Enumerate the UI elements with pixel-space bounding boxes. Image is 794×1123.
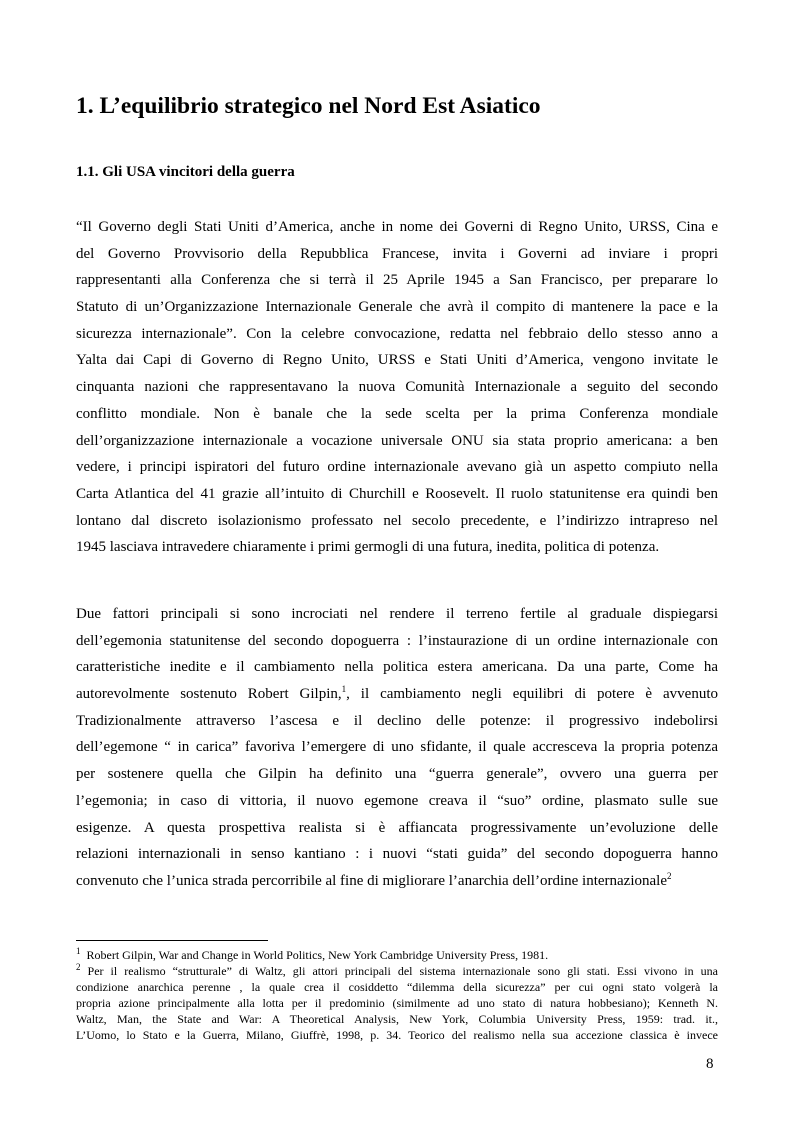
- text-line: caratteristiche inedite e il cambiamento nella politica estera americana. Da una parte, Come ha: [76, 659, 718, 676]
- text-line: vedere, i principi ispiratori del futuro ordine internazionale avevano già un aspetto compiuto nella: [76, 459, 718, 476]
- text-line: relazioni internazionali in senso kantiano : i nuovi “stati guida” del secondo dopoguerra hanno: [76, 846, 718, 863]
- section-title: 1.1. Gli USA vincitori della guerra: [76, 164, 295, 180]
- text-segment: autorevolmente sostenuto Robert Gilpin,: [76, 686, 342, 703]
- text-line: l’egemonia; in caso di vittoria, il nuovo egemone creava il “suo” ordine, plasmato sulle sue: [76, 792, 718, 809]
- footnote-text: Per il realismo “strutturale” di Waltz, gli attori principali del sistema internazionale sono gli stati. Essi vivono in una: [87, 964, 718, 978]
- footnote-line: propria azione principalmente alla lotta per il predominio (similmente ad uno stato di natura hobbesiano); Kenneth N.: [76, 996, 718, 1010]
- text-line: dell’egemonia statunitense del secondo dopoguerra : l’instaurazione di un ordine internazionale con: [76, 632, 718, 649]
- text-line: sicurezza internazionale”. Con la celebre convocazione, redatta nel febbraio dello stesso anno a: [76, 325, 718, 342]
- footnote-ref[interactable]: 2: [666, 870, 672, 881]
- footnote-text: Robert Gilpin, War and Change in World Politics, New York Cambridge University Press, 1981.: [86, 948, 549, 962]
- footnote-1: [76, 947, 718, 963]
- text-line: Yalta dai Capi di Governo di Regno Unito, URSS e Stati Uniti d’America, vengono invitate le: [76, 352, 718, 369]
- text-line: 1945 lasciava intravedere chiaramente i primi germogli di una futura, inedita, politica di potenza.: [76, 539, 660, 556]
- text-line: rappresentanti alla Conferenza che si terrà il 25 Aprile 1945 a San Francisco, per preparare lo: [76, 272, 718, 289]
- text-line: Tradizionalmente attraverso l’ascesa e il declino delle potenze: il progressivo indebolirsi: [76, 712, 718, 729]
- page-number: 8: [706, 1056, 714, 1072]
- text-line: cinquanta nazioni che rappresentavano la nuova Comunità Internazionale a seguito del secondo: [76, 379, 718, 396]
- text-line: dell’egemone “ in carica” favoriva l’emergere di uno sfidante, il quale accresceva la propria potenza: [76, 739, 718, 756]
- footnotes: [76, 947, 718, 1043]
- text-line: conflitto mondiale. Non è banale che la sede scelta per la prima Conferenza mondiale: [76, 405, 718, 422]
- footnote-ref[interactable]: 1: [341, 684, 347, 695]
- text-segment: , il cambiamento negli equilibri di potere è avvenuto: [346, 686, 718, 703]
- footnote-number: 2: [76, 963, 81, 972]
- text-segment: convenuto che l’unica strada percorribile al fine di migliorare l’anarchia dell’ordine internazionale: [76, 872, 667, 889]
- chapter-title: 1. L’equilibrio strategico nel Nord Est Asiatico: [76, 93, 541, 119]
- footnote-number: 1: [76, 947, 81, 956]
- footnote-line: L’Uomo, lo Stato e la Guerra, Milano, Giuffrè, 1998, p. 34. Teorico del realismo nella sua accezione classica è invece: [76, 1028, 718, 1042]
- text-line: Statuto di un’Organizzazione Internazionale Generale che avrà il compito di mantenere la pace e la: [76, 299, 718, 316]
- text-line: “Il Governo degli Stati Uniti d’America, anche in nome dei Governi di Regno Unito, URSS, Cina e: [76, 219, 718, 235]
- footnote-divider: [76, 940, 268, 941]
- footnote-2: [76, 963, 718, 979]
- text-line: dell’organizzazione internazionale a vocazione universale ONU sia stata proprio americana: a ben: [76, 432, 718, 449]
- text-line: esigenze. A questa prospettiva realista si è affiancata progressivamente un’evoluzione delle: [76, 819, 718, 836]
- body-paragraph-1: [76, 214, 718, 561]
- text-line: del Governo Provvisorio della Repubblica Francese, invita i Governi ad inviare i propri: [76, 245, 718, 262]
- footnote-line: condizione anarchica perenne , la quale crea il cosiddetto “dilemma della sicurezza” per cui ogni stato volgerà la: [76, 980, 718, 994]
- text-line: [76, 868, 718, 895]
- text-line: per sostenere quella che Gilpin ha definito una “guerra generale”, ovvero una guerra per: [76, 766, 718, 783]
- body-paragraph-2: [76, 601, 718, 895]
- text-line: Carta Atlantica del 41 grazie all’intuito di Churchill e Roosevelt. Il ruolo statunitense era quindi ben: [76, 485, 718, 502]
- text-line: [76, 681, 718, 708]
- footnote-line: Waltz, Man, the State and War: A Theoretical Analysis, New York, Columbia University Press, 1959: trad. it.,: [76, 1012, 718, 1026]
- text-line: lontano dal discreto isolazionismo professato nel secolo precedente, e l’indirizzo intrapreso nel: [76, 512, 718, 529]
- text-line: Due fattori principali si sono incrociati nel rendere il terreno fertile al graduale dispiegarsi: [76, 606, 718, 622]
